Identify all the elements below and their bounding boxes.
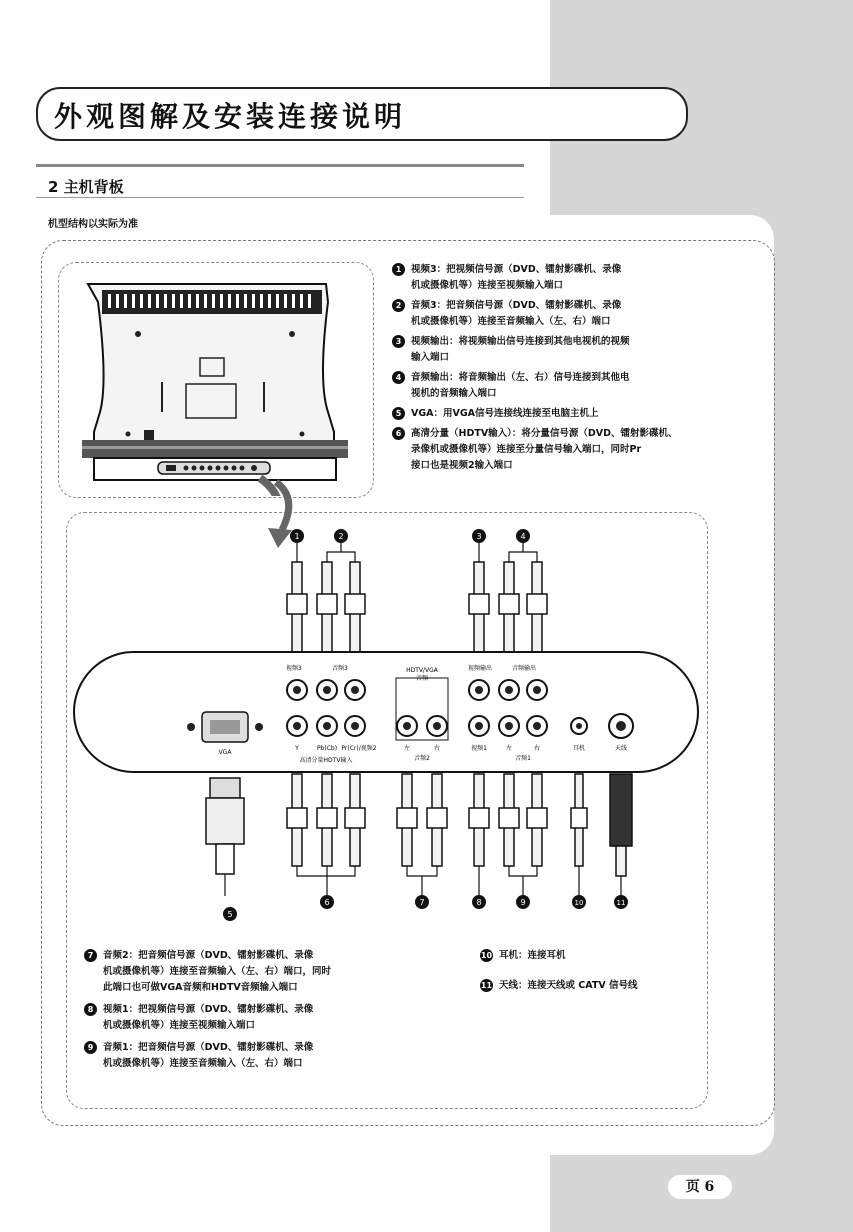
item-text-line: 输入端口: [411, 352, 450, 363]
item-text-line: 此端口也可做VGA音频和HDTV音频输入端口: [103, 982, 298, 993]
panel-label-video-out: 视频输出: [468, 665, 493, 672]
description-item: [392, 406, 762, 422]
item-text-line: 接口也是视频2输入端口: [411, 460, 513, 471]
bottom-right-description-list: [480, 948, 730, 1008]
description-item: [392, 370, 762, 402]
svg-text:5: 5: [227, 910, 233, 919]
section-rule-bottom: [36, 197, 524, 198]
description-item: [480, 978, 730, 994]
svg-text:3: 3: [476, 532, 482, 541]
panel-label-antenna: 天线: [614, 745, 628, 752]
item-text-line: 高清分量（HDTV输入）：将分量信号源（DVD、镭射影碟机、: [411, 428, 678, 439]
item-text-line: 视频3：把视频信号源（DVD、镭射影碟机、录像: [411, 264, 622, 275]
item-text-line: 音频3：把音频信号源（DVD、镭射影碟机、录像: [411, 300, 622, 311]
panel-label-vga: VGA: [218, 749, 232, 756]
description-item: [392, 334, 762, 366]
description-item: [84, 1040, 414, 1072]
svg-text:6: 6: [324, 898, 330, 907]
panel-label-video1: 视频1: [471, 745, 487, 752]
description-item: [392, 262, 762, 294]
callout-7: [415, 895, 429, 909]
section-title: 2 主机背板: [48, 178, 124, 196]
callout-3: [472, 529, 486, 543]
panel-label-audio2: 音频2: [414, 755, 430, 762]
item-text-line: 机或摄像机等）连接至音频输入（左、右）端口: [103, 1058, 303, 1069]
panel-label-right-a2: 右: [433, 745, 441, 752]
description-item: [392, 426, 762, 474]
description-item: [84, 1002, 414, 1034]
item-number: 4: [392, 371, 405, 384]
callout-1: [290, 529, 304, 543]
item-text-line: 机或摄像机等）连接至视频输入端口: [411, 280, 564, 291]
svg-text:9: 9: [520, 898, 526, 907]
description-item: [480, 948, 730, 964]
item-text-line: 视频1：把视频信号源（DVD、镭射影碟机、录像: [103, 1004, 314, 1015]
panel-label-video3: 视频3: [286, 665, 302, 672]
item-number: 2: [392, 299, 405, 312]
panel-label-audio3: 音频3: [332, 665, 348, 672]
item-text-line: 视机的音频输入端口: [411, 388, 497, 399]
item-number: 3: [392, 335, 405, 348]
item-text-line: 视频输出：将视频输出信号连接到其他电视机的视频: [411, 336, 630, 347]
item-number: 11: [480, 981, 493, 990]
svg-text:7: 7: [419, 898, 425, 907]
callout-5: [223, 907, 237, 921]
callout-11: [614, 895, 628, 909]
svg-text:10: 10: [574, 899, 584, 907]
callout-2: [334, 529, 348, 543]
callout-10: [572, 895, 586, 909]
description-item: [84, 948, 414, 996]
panel-label-y: Y: [295, 745, 299, 752]
item-text-line: 耳机：连接耳机: [499, 950, 566, 961]
item-text-line: 音频1：把音频信号源（DVD、镭射影碟机、录像: [103, 1042, 314, 1053]
panel-label-audio-out: 音频输出: [512, 665, 537, 672]
item-text-line: 音频输出：将音频输出（左、右）信号连接到其他电: [411, 372, 630, 383]
item-number: 10: [480, 951, 493, 960]
item-number: 6: [392, 427, 405, 440]
svg-text:1: 1: [294, 532, 300, 541]
item-number: 9: [84, 1041, 97, 1054]
panel-label-hdtv-in: 高清分量HDTV输入: [299, 757, 353, 764]
panel-label-hdtv-vga: HDTV/VGA: [406, 667, 438, 674]
tv-rear-illustration: [58, 262, 372, 496]
svg-text:8: 8: [476, 898, 482, 907]
item-text-line: VGA：用VGA信号连接线连接至电脑主机上: [411, 408, 599, 419]
section-rule-top: [36, 164, 524, 167]
item-text-line: 机或摄像机等）连接至音频输入（左、右）端口: [411, 316, 611, 327]
panel-label-pr: Pr(Cr)/视频2: [341, 745, 377, 752]
item-text-line: 音频2：把音频信号源（DVD、镭射影碟机、录像: [103, 950, 314, 961]
panel-label-audio1: 音频1: [515, 755, 531, 762]
top-description-list: [392, 262, 762, 478]
panel-label-left-a2: 左: [403, 745, 411, 752]
item-text-line: 天线：连接天线或 CATV 信号线: [499, 980, 638, 991]
page-number: 页 6: [668, 1175, 732, 1199]
page-title: 外观图解及安装连接说明: [54, 100, 407, 133]
item-number: 8: [84, 1003, 97, 1016]
panel-label-headphone: 耳机: [572, 745, 586, 752]
callout-4: [516, 529, 530, 543]
item-number: 5: [392, 407, 405, 420]
model-note: 机型结构以实际为准: [48, 219, 138, 230]
svg-text:4: 4: [520, 532, 526, 541]
item-text-line: 录像机或摄像机等）连接至分量信号输入端口，同时Pr: [411, 444, 642, 455]
item-number: 1: [392, 263, 405, 276]
item-number: 7: [84, 949, 97, 962]
panel-label-hdtv-vga-audio: 音频: [415, 675, 429, 682]
callout-9: [516, 895, 530, 909]
bottom-left-description-list: [84, 948, 414, 1078]
callout-6: [320, 895, 334, 909]
panel-label-right-a1: 右: [533, 745, 541, 752]
item-text-line: 机或摄像机等）连接至音频输入（左、右）端口，同时: [103, 966, 332, 977]
svg-text:11: 11: [616, 899, 626, 907]
description-item: [392, 298, 762, 330]
item-text-line: 机或摄像机等）连接至视频输入端口: [103, 1020, 256, 1031]
panel-label-left-a1: 左: [505, 745, 513, 752]
callout-8: [472, 895, 486, 909]
svg-text:2: 2: [338, 532, 344, 541]
panel-label-pb: Pb(Cb): [316, 745, 338, 752]
